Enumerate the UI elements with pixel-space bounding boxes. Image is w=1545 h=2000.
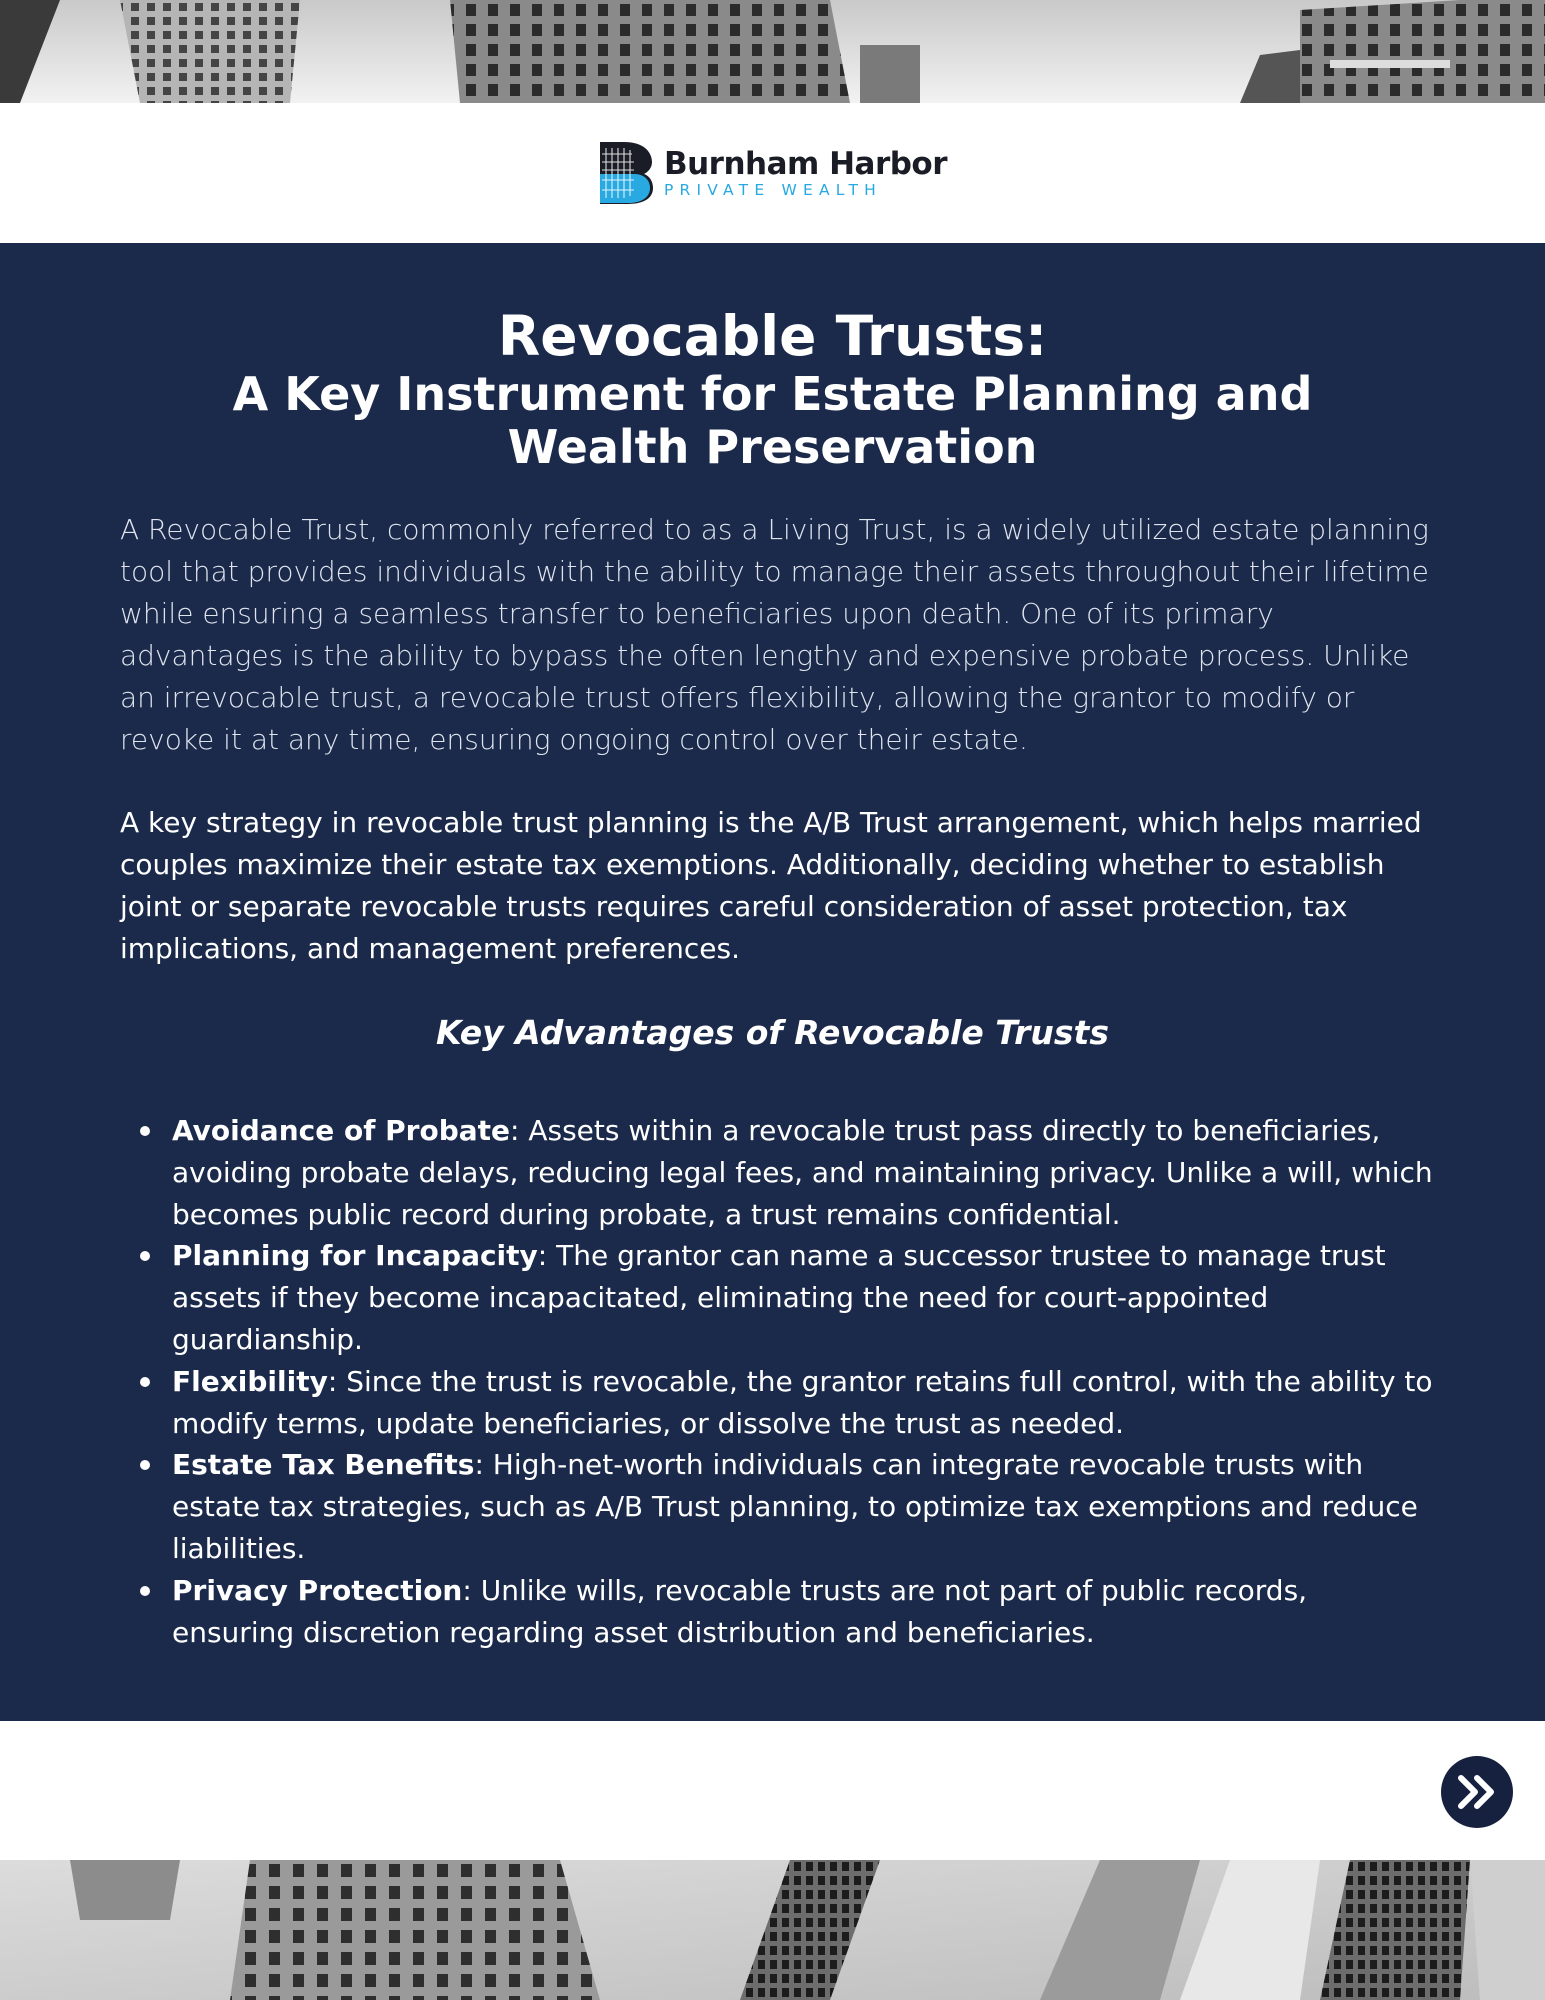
strategy-paragraph: A key strategy in revocable trust planning is the A/B Trust arrangement, which helps married couples maximize their estate tax exemptions. Additionally, deciding whether to establish joint or separate revocable trusts requires careful consideration of asset protection, tax implications, and management preferences. — [120, 806, 1422, 965]
burnham-harbor-logo-icon — [598, 140, 654, 206]
advantage-term: Avoidance of Probate — [172, 1114, 511, 1147]
brand-logo — [0, 138, 1545, 208]
advantage-text: : The grantor can name a successor trustee to manage trust assets if they become incapacitated, eliminating the need for court-appointed guardianship. — [172, 1239, 1386, 1356]
brand-tagline: PRIVATE WEALTH — [663, 181, 882, 199]
document-subtitle: A Key Instrument for Estate Planning and Wealth Preservation — [232, 367, 1313, 474]
next-page-button[interactable] — [1441, 1756, 1513, 1828]
advantage-term: Flexibility — [172, 1364, 328, 1398]
list-item — [172, 1361, 1437, 1445]
advantage-term: Planning for Incapacity — [172, 1239, 538, 1273]
skyline-header-image — [0, 0, 1545, 103]
double-chevron-right-icon — [1456, 1774, 1498, 1810]
advantages-list — [172, 1110, 1437, 1653]
advantage-text: : Since the trust is revocable, the grantor retains full control, with the ability to modify terms, update beneficiaries, or dissolve the trust as needed. — [172, 1364, 1433, 1440]
advantage-term: Privacy Protection — [172, 1573, 463, 1607]
document-title: Revocable Trusts: — [497, 304, 1048, 368]
section-heading: Key Advantages of Revocable Trusts — [436, 1013, 1109, 1052]
advantage-text: : High-net-worth individuals can integrate revocable trusts with estate tax strategies, such as A/B Trust planning, to optimize tax exemptions and reduce liabilities. — [172, 1448, 1418, 1565]
advantage-text: : Assets within a revocable trust pass directly to beneficiaries, avoiding probate delays, reducing legal fees, and maintaining privacy. Unlike a will, which becomes public record during probate, a trust remains confidential. — [172, 1114, 1433, 1231]
advantage-term: Estate Tax Benefits — [172, 1448, 475, 1482]
list-item — [172, 1110, 1437, 1235]
list-item — [172, 1235, 1437, 1360]
advantage-text: : Unlike wills, revocable trusts are not part of public records, ensuring discretion regarding asset distribution and beneficiaries. — [172, 1573, 1308, 1649]
list-item — [172, 1570, 1437, 1654]
brand-name: Burnham Harbor — [663, 146, 948, 182]
skyline-footer-image — [0, 1860, 1545, 2000]
list-item — [172, 1444, 1437, 1569]
intro-paragraph: A Revocable Trust, commonly referred to as a Living Trust, is a widely utilized estate planning tool that provides individuals with the ability to manage their assets throughout their lifetime while ensuring a seamless transfer to beneficiaries upon death. One of its primary advantages is the ability to bypass the often lengthy and expensive probate process. Unlike an irrevocable trust, a revocable trust offers flexibility, allowing the grantor to modify or revoke it at any time, ensuring ongoing control over their estate. — [120, 513, 1429, 756]
